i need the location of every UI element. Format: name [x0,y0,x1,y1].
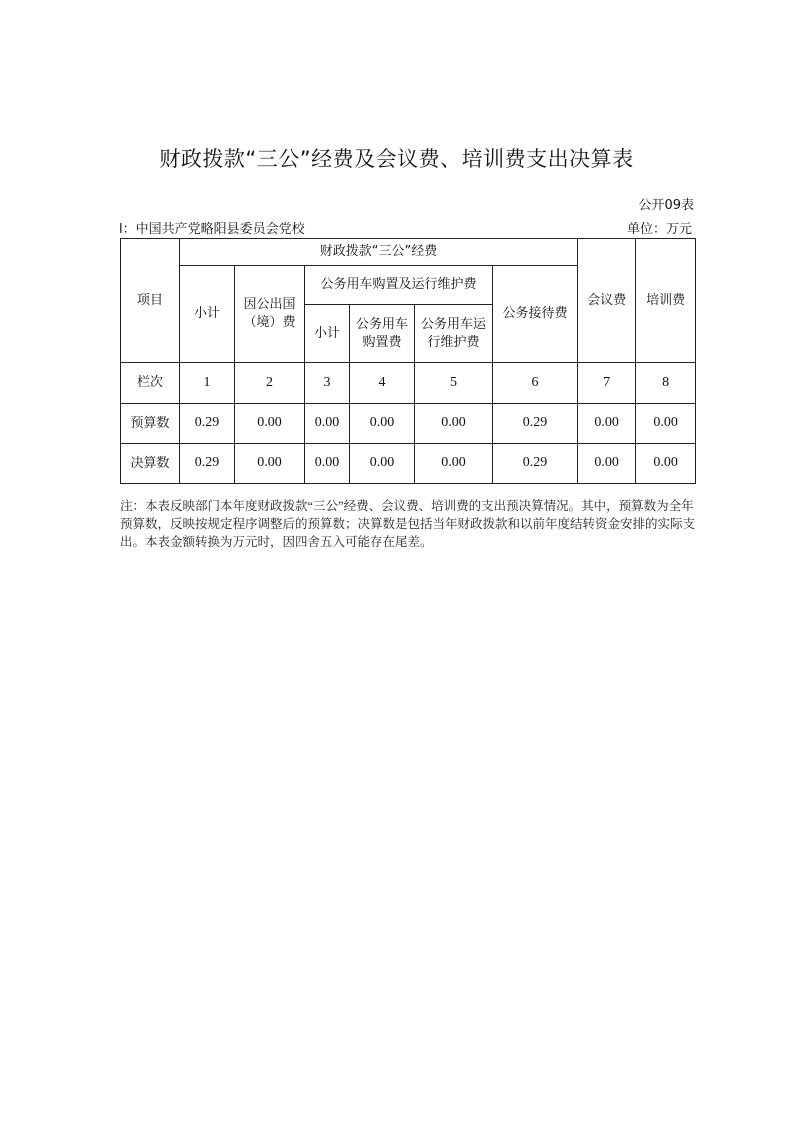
row-label: 预算数 [121,404,180,444]
cell: 0.00 [235,404,305,444]
cell: 6 [493,363,578,404]
cell: 0.00 [578,404,636,444]
cell: 0.00 [350,444,415,484]
table-row [121,444,696,484]
cell: 0.29 [180,444,235,484]
unit-label: 单位：万元 [626,222,692,237]
footnote: 注：本表反映部门本年度财政拨款“三公”经费、会议费、培训费的支出预决算情况。其中，预算数为全年预算数，反映按规定程序调整后的预算数；决算数是包括当年财政拨款和以前年度结转资金安排的实际支出。本表金额转换为万元时，因四舍五入可能存在尾差。 [120,499,696,549]
cell: 0.00 [415,404,493,444]
row-label: 栏次 [121,363,180,404]
cell: 2 [235,363,305,404]
page-title: 财政拨款“三公”经费及会议费、培训费支出决算表 [159,147,634,171]
header-sangong-group: 财政拨款“三公”经费 [180,239,578,266]
cell: 1 [180,363,235,404]
header-vehicle-subtotal: 小计 [305,305,350,363]
header-abroad: 因公出国（境）费 [235,266,305,363]
cell: 0.00 [578,444,636,484]
cell: 5 [415,363,493,404]
department-label: l：中国共产党略阳县委员会党校 [119,222,305,237]
cell: 0.00 [235,444,305,484]
header-vehicle-group: 公务用车购置及运行维护费 [305,266,493,305]
table-row [121,404,696,444]
cell: 0.00 [415,444,493,484]
cell: 3 [305,363,350,404]
form-code: 公开09表 [638,198,694,213]
cell: 7 [578,363,636,404]
cell: 0.29 [180,404,235,444]
header-subtotal: 小计 [180,266,235,363]
table-row [121,363,696,404]
cell: 8 [636,363,696,404]
budget-table [120,238,696,484]
cell: 0.00 [636,404,696,444]
cell: 0.29 [493,444,578,484]
cell: 0.00 [350,404,415,444]
cell: 0.00 [305,404,350,444]
row-label: 决算数 [121,444,180,484]
header-item: 项目 [121,239,180,363]
header-vehicle-operation: 公务用车运行维护费 [415,305,493,363]
cell: 0.29 [493,404,578,444]
header-meeting: 会议费 [578,239,636,363]
header-training: 培训费 [636,239,696,363]
cell: 0.00 [305,444,350,484]
cell: 4 [350,363,415,404]
cell: 0.00 [636,444,696,484]
header-reception: 公务接待费 [493,266,578,363]
header-vehicle-purchase: 公务用车购置费 [350,305,415,363]
